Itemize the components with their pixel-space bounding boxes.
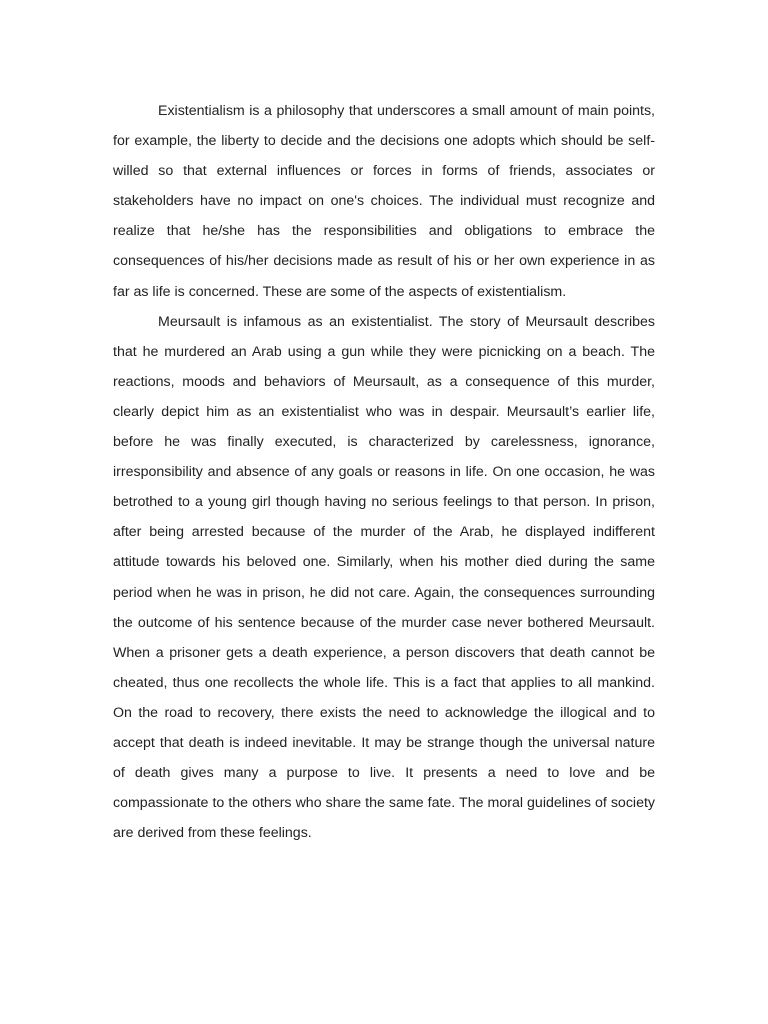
document-body	[113, 96, 655, 848]
paragraph-meursault: Meursault is infamous as an existentialist. The story of Meursault describes that he murdered an Arab using a gun while they were picnicking on a beach. The reactions, moods and behaviors of Meursault, as a consequence of this murder, clearly depict him as an existentialist who was in despair. Meursault’s earlier life, before he was finally executed, is characterized by carelessness, ignorance, irresponsibility and absence of any goals or reasons in life. On one occasion, he was betrothed to a young girl though having no serious feelings to that person. In prison, after being arrested because of the murder of the Arab, he displayed indifferent attitude towards his beloved one. Similarly, when his mother died during the same period when he was in prison, he did not care. Again, the consequences surrounding the outcome of his sentence because of the murder case never bothered Meursault. When a prisoner gets a death experience, a person discovers that death cannot be cheated, thus one recollects the whole life. This is a fact that applies to all mankind. On the road to recovery, there exists the need to acknowledge the illogical and to accept that death is indeed inevitable. It may be strange though the universal nature of death gives many a purpose to live. It presents a need to love and be compassionate to the others who share the same fate. The moral guidelines of society are derived from these feelings.	[113, 313, 655, 842]
paragraph-existentialism: Existentialism is a philosophy that underscores a small amount of main points, for example, the liberty to decide and the decisions one adopts which should be self-willed so that external influences or forces in forms of friends, associates or stakeholders have no impact on one's choices. The individual must recognize and realize that he/she has the responsibilities and obligations to embrace the consequences of his/her decisions made as result of his or her own experience in as far as life is concerned. These are some of the aspects of existentialism.	[113, 103, 655, 300]
